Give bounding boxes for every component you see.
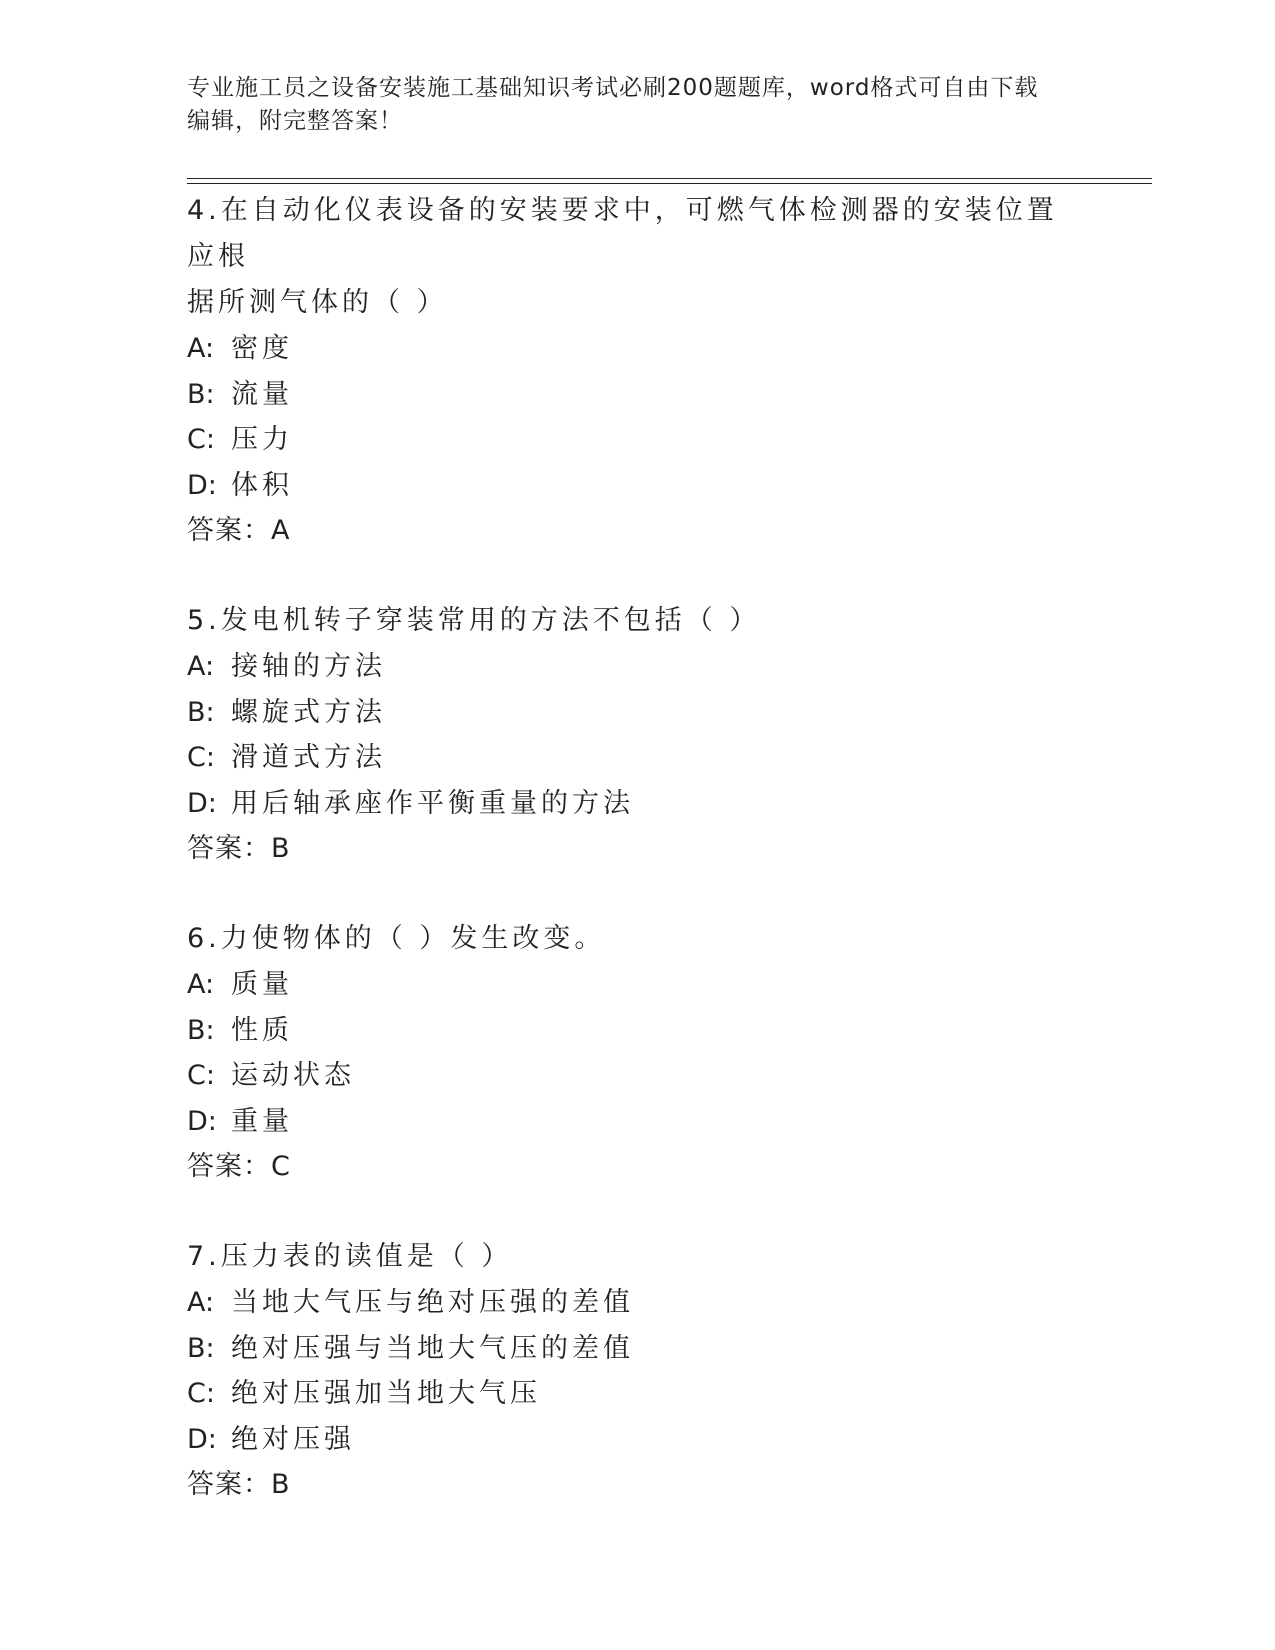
option-b xyxy=(187,372,1087,418)
option-letter: A: xyxy=(187,1287,215,1318)
option-text: 重量 xyxy=(231,1105,293,1137)
option-letter: C: xyxy=(187,424,215,455)
question-4 xyxy=(187,188,1087,554)
option-letter: D: xyxy=(187,1105,217,1137)
option-letter: B: xyxy=(187,1014,215,1046)
option-letter: D: xyxy=(187,1423,217,1455)
option-letter: B: xyxy=(187,378,215,410)
question-text-continued: 据所测气体的（ ） xyxy=(187,287,448,318)
question-list xyxy=(187,188,1087,1508)
option-d xyxy=(187,1417,1087,1463)
option-c xyxy=(187,417,1087,463)
option-c xyxy=(187,735,1087,781)
header-line-1: 专业施工员之设备安装施工基础知识考试必刷200题题库，word格式可自由下载 xyxy=(187,75,1039,101)
option-letter: B: xyxy=(187,1332,215,1364)
option-letter: C: xyxy=(187,1378,215,1409)
option-a xyxy=(187,1280,1087,1326)
option-letter: D: xyxy=(187,787,217,819)
option-text: 绝对压强与当地大气压的差值 xyxy=(231,1332,634,1364)
header-divider-bottom xyxy=(187,183,1152,184)
option-text: 性质 xyxy=(231,1014,293,1046)
option-b xyxy=(187,1326,1087,1372)
option-b xyxy=(187,1008,1087,1054)
option-letter: B: xyxy=(187,696,215,728)
option-a xyxy=(187,962,1087,1008)
option-text: 质量 xyxy=(231,969,293,1000)
option-c xyxy=(187,1053,1087,1099)
question-text: 7.压力表的读值是（ ） xyxy=(187,1241,513,1272)
option-letter: A: xyxy=(187,333,215,364)
option-d xyxy=(187,781,1087,827)
option-text: 滑道式方法 xyxy=(231,742,386,773)
answer-line: 答案：C xyxy=(187,1151,291,1182)
option-text: 绝对压强 xyxy=(231,1423,355,1455)
answer-line: 答案：B xyxy=(187,833,291,864)
option-text: 接轴的方法 xyxy=(231,651,386,682)
option-a xyxy=(187,326,1087,372)
answer-line: 答案：B xyxy=(187,1469,291,1500)
option-letter: C: xyxy=(187,1060,215,1091)
question-text: 5.发电机转子穿装常用的方法不包括（ ） xyxy=(187,605,761,636)
option-text: 体积 xyxy=(231,469,293,501)
document-header xyxy=(187,72,1087,138)
option-text: 绝对压强加当地大气压 xyxy=(231,1378,541,1409)
spacer xyxy=(187,554,1087,598)
option-letter: C: xyxy=(187,742,215,773)
option-c xyxy=(187,1371,1087,1417)
option-text: 用后轴承座作平衡重量的方法 xyxy=(231,787,634,819)
question-5 xyxy=(187,598,1087,872)
question-7 xyxy=(187,1234,1087,1508)
spacer xyxy=(187,1190,1087,1234)
option-text: 螺旋式方法 xyxy=(231,696,386,728)
option-d xyxy=(187,1099,1087,1145)
option-a xyxy=(187,644,1087,690)
question-text: 6.力使物体的（ ）发生改变。 xyxy=(187,923,606,954)
option-text: 当地大气压与绝对压强的差值 xyxy=(231,1287,634,1318)
header-divider-top xyxy=(187,178,1152,179)
option-text: 流量 xyxy=(231,378,293,410)
option-b xyxy=(187,690,1087,736)
option-letter: D: xyxy=(187,469,217,501)
option-letter: A: xyxy=(187,651,215,682)
question-6 xyxy=(187,916,1087,1190)
answer-line: 答案：A xyxy=(187,515,291,546)
spacer xyxy=(187,872,1087,916)
option-letter: A: xyxy=(187,969,215,1000)
option-text: 密度 xyxy=(231,333,293,364)
option-text: 运动状态 xyxy=(231,1060,355,1091)
option-text: 压力 xyxy=(231,424,293,455)
option-d xyxy=(187,463,1087,509)
question-text: 4.在自动化仪表设备的安装要求中，可燃气体检测器的安装位置应根 xyxy=(187,195,1058,272)
header-line-2: 编辑，附完整答案！ xyxy=(187,108,403,134)
